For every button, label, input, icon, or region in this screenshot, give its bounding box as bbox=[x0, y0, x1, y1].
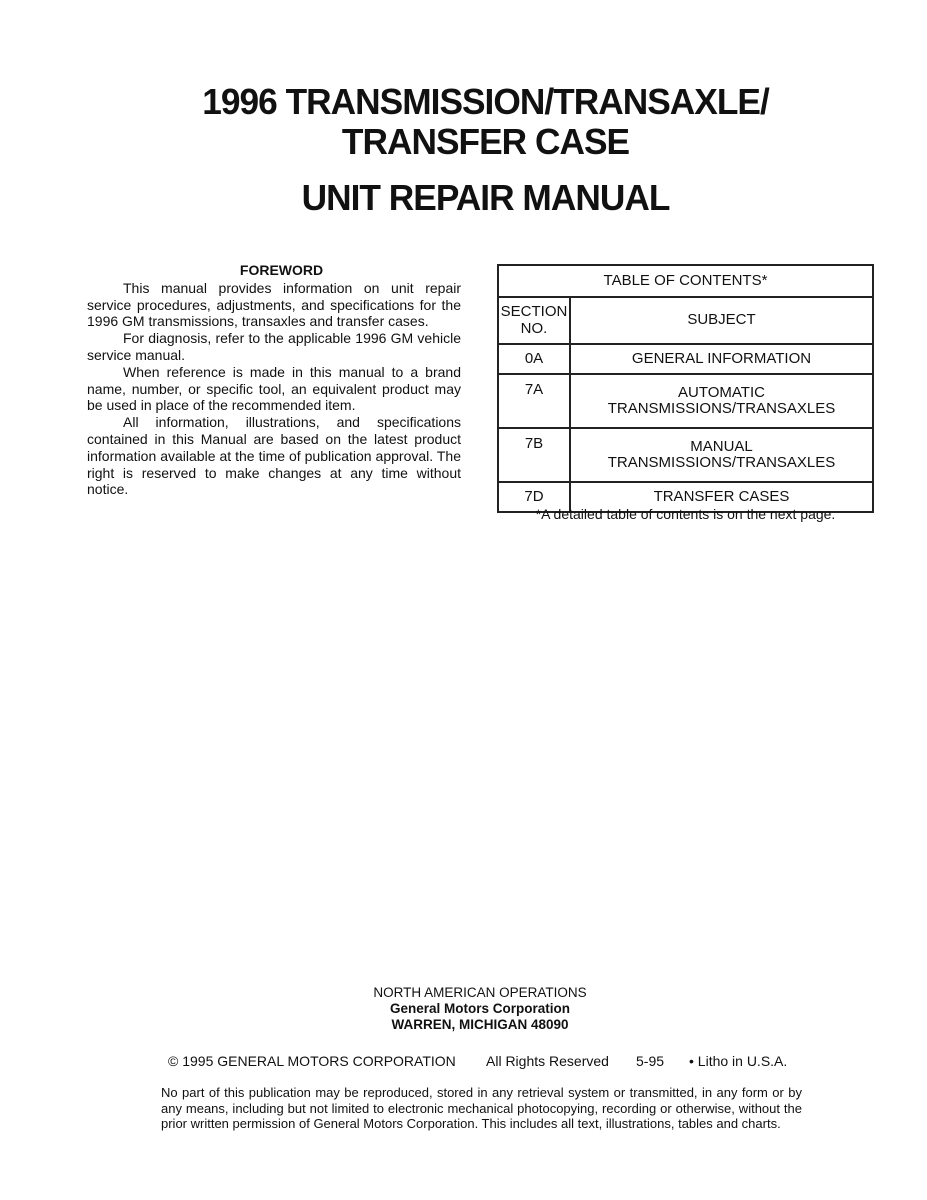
print-code: 5-95 bbox=[636, 1053, 665, 1069]
toc-header-section-line2: NO. bbox=[520, 319, 548, 337]
toc-title: TABLE OF CONTENTS* bbox=[498, 265, 873, 297]
toc-header-subject: SUBJECT bbox=[570, 297, 873, 344]
toc-subject bbox=[570, 428, 873, 482]
toc-subject-line1: TRANSFER CASES bbox=[653, 487, 790, 505]
toc-subject-line1: GENERAL INFORMATION bbox=[631, 349, 812, 367]
title-line-2: TRANSFER CASE bbox=[341, 121, 630, 162]
foreword-section bbox=[87, 262, 461, 498]
toc-section-number: 7A bbox=[498, 374, 570, 428]
litho-notice: • Litho in U.S.A. bbox=[689, 1053, 788, 1069]
title-line-3: UNIT REPAIR MANUAL bbox=[301, 177, 670, 218]
foreword-paragraph: When reference is made in this manual to a brand name, number, or specific tool, an equivalent product may be used in place of the recommended item. bbox=[87, 363, 461, 414]
toc-header-section-line1: SECTION bbox=[500, 303, 568, 320]
toc-subject-line2: TRANSMISSIONS/TRANSAXLES bbox=[607, 454, 836, 471]
publisher-division: NORTH AMERICAN OPERATIONS bbox=[373, 985, 587, 1000]
document-title bbox=[0, 82, 927, 218]
toc-section-number: 7B bbox=[498, 428, 570, 482]
toc-section-number: 7D bbox=[498, 482, 570, 512]
publisher-company: General Motors Corporation bbox=[389, 1001, 570, 1016]
table-row bbox=[498, 374, 873, 428]
table-row bbox=[498, 344, 873, 374]
toc-subject-line1: MANUAL bbox=[690, 437, 753, 455]
toc-footnote: *A detailed table of contents is on the next page. bbox=[535, 506, 836, 522]
table-of-contents bbox=[497, 264, 874, 513]
foreword-paragraph: All information, illustrations, and specifications contained in this Manual are based on the latest product information available at the time of publication approval. The right is reserved to make changes at any time without notice. bbox=[87, 414, 461, 498]
reproduction-disclaimer: No part of this publication may be reproduced, stored in any retrieval system or transmitted, in any form or by any means, including but not limited to electronic mechanical photocopying, recording or otherwise, without the prior written permission of General Motors Corporation. This includes all text, illustrations, tables and charts. bbox=[161, 1085, 802, 1131]
title-line-1: 1996 TRANSMISSION/TRANSAXLE/ bbox=[202, 81, 769, 122]
toc-subject-line1: AUTOMATIC bbox=[678, 383, 765, 401]
foreword-heading: FOREWORD bbox=[239, 262, 324, 278]
toc-subject-line2: TRANSMISSIONS/TRANSAXLES bbox=[607, 400, 836, 417]
publisher-address: WARREN, MICHIGAN 48090 bbox=[391, 1017, 569, 1032]
table-row bbox=[498, 428, 873, 482]
toc-subject bbox=[570, 374, 873, 428]
toc-header-section bbox=[498, 297, 570, 344]
copyright-notice: © 1995 GENERAL MOTORS CORPORATION bbox=[168, 1053, 456, 1069]
publisher-block bbox=[0, 985, 927, 1033]
foreword-paragraph: For diagnosis, refer to the applicable 1996 GM vehicle service manual. bbox=[87, 330, 461, 363]
foreword-paragraph: This manual provides information on unit repair service procedures, adjustments, and specifications for the 1996 GM transmissions, transaxles and transfer cases. bbox=[87, 279, 461, 330]
toc-subject bbox=[570, 344, 873, 374]
rights-notice: All Rights Reserved bbox=[486, 1053, 609, 1069]
toc-section-number: 0A bbox=[498, 344, 570, 374]
